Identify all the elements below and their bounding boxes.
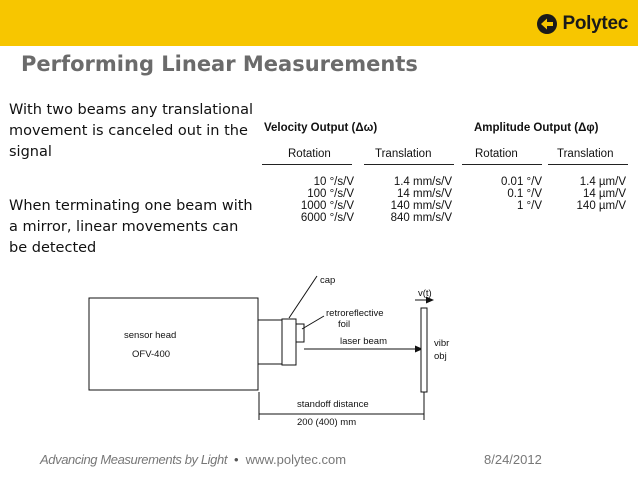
footer-tagline-group	[40, 452, 346, 467]
paragraph-two-beams: With two beams any translational movement is canceled out in the signal	[9, 102, 254, 160]
col-header-velocity-rotation: Rotation	[288, 148, 331, 160]
table-cell: 10 °/s/V	[313, 176, 354, 188]
laser-beam-label: laser beam	[340, 336, 387, 347]
sensor-head-label: sensor head	[124, 330, 177, 341]
table-cell: 6000 °/s/V	[300, 212, 354, 224]
sensor-head-box	[89, 298, 258, 390]
footer-url: www.polytec.com	[245, 452, 347, 467]
col-header-amplitude-translation: Translation	[557, 148, 614, 160]
table-cell: 0.01 °/V	[500, 176, 542, 188]
foil-label: foil	[338, 319, 351, 330]
velocity-output-header: Velocity Output (Δω)	[264, 122, 378, 134]
table-cell: 140 mm/s/V	[390, 200, 452, 212]
retroreflective-label: retroreflective	[326, 308, 384, 319]
col-header-amplitude-rotation: Rotation	[475, 148, 518, 160]
sensor-lens-housing	[258, 320, 282, 364]
distance-label: 200 (400) mm	[297, 417, 357, 428]
standoff-label: standoff distance	[297, 399, 369, 410]
table-cell: 1.4 mm/s/V	[393, 176, 452, 188]
retroreflective-foil	[296, 324, 304, 342]
vibrating-label: vibr	[434, 338, 450, 349]
cap-housing	[282, 319, 296, 365]
footer-tagline: Advancing Measurements by Light	[40, 452, 228, 467]
page-title: Performing Linear Measurements	[21, 52, 418, 76]
table-cell: 100 °/s/V	[307, 188, 354, 200]
table-cell: 840 mm/s/V	[390, 212, 452, 224]
object-label: obj	[434, 351, 447, 362]
cap-leader-line	[289, 276, 317, 318]
velocity-label: v(t)	[418, 288, 432, 299]
model-label: OFV-400	[132, 349, 171, 360]
table-cell: 14 µm/V	[582, 188, 626, 200]
table-cell: 14 mm/s/V	[397, 188, 452, 200]
table-cell: 0.1 °/V	[507, 188, 542, 200]
logo-text: Polytec	[562, 13, 628, 34]
table-cell: 1000 °/s/V	[300, 200, 354, 212]
paragraph-mirror: When terminating one beam with a mirror, linear movements can be detected	[9, 198, 253, 256]
col-header-velocity-translation: Translation	[375, 148, 432, 160]
vibrating-object	[421, 308, 427, 392]
footer-date: 8/24/2012	[484, 452, 542, 467]
foil-leader-line	[302, 316, 324, 329]
cap-label: cap	[320, 275, 336, 286]
table-cell: 1 °/V	[516, 200, 542, 212]
table-cell: 140 µm/V	[576, 200, 626, 212]
amplitude-output-header: Amplitude Output (Δφ)	[474, 122, 599, 134]
footer-bullet: •	[234, 452, 239, 467]
table-cell: 1.4 µm/V	[579, 176, 626, 188]
